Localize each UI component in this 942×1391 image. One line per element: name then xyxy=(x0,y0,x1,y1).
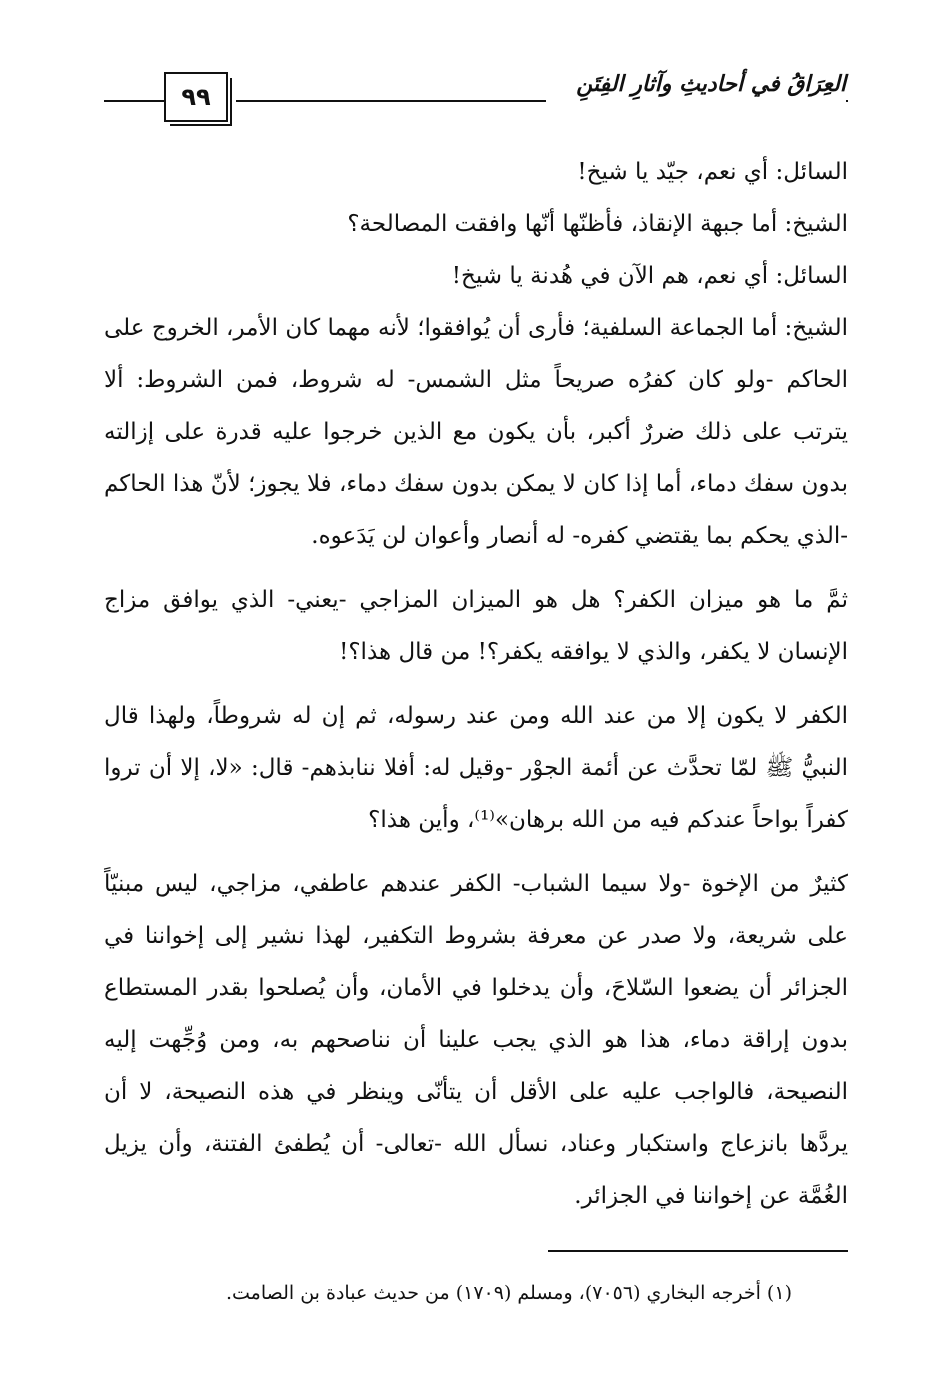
book-title: العِرَاقُ في أحاديثِ وآثارِ الفِتَنِ xyxy=(546,64,846,104)
paragraph-conditions: الكفر لا يكون إلا من عند الله ومن عند رسوله، ثم إن له شروطاً، ولهذا قال النبيُّ ﷺ لمّا تحدَّث عن أئمة الجوْر -وقيل له: أفلا ننابذهم- قال: «لا، إلا أن تروا كفراً بواحاً عندكم فيه من الله برهان»⁽¹⁾، وأين هذا؟ xyxy=(104,703,848,833)
main-text xyxy=(104,146,848,1222)
paragraph-questioner-2: السائل: أي نعم، هم الآن في هُدنة يا شيخ! xyxy=(451,263,848,289)
footnote-divider xyxy=(548,1250,848,1252)
paragraph-measure-of-kufr: ثمَّ ما هو ميزان الكفر؟ هل هو الميزان المزاجي -يعني- الذي يوافق مزاج الإنسان لا يكفر، والذي لا يوافقه يكفر؟! من قال هذا؟! xyxy=(104,587,848,665)
page-number: ٩٩ xyxy=(181,83,211,111)
header-rule-left xyxy=(104,100,164,102)
paragraph-advice: كثيرٌ من الإخوة -ولا سيما الشباب- الكفر عندهم عاطفي، مزاجي، ليس مبنيّاً على شريعة، ولا صدر عن معرفة بشروط التكفير، لهذا نشير إلى إخواننا في الجزائر أن يضعوا السّلاحَ، وأن يدخلوا في الأمان، وأن يُصلحوا بقدر المستطاع بدون إراقة دماء، هذا هو الذي يجب علينا أن نناصحهم به، ومن وُجِّهت إليه النصيحة، فالواجب عليه على الأقل أن يتأنّى وينظر في هذه النصيحة، لا أن يردَّها بانزعاج واستكبار وعناد، نسأل الله -تعالى- أن يُطفئ الفتنة، وأن يزيل الغُمَّة عن إخواننا في الجزائر. xyxy=(104,871,848,1209)
paragraph-sheikh-1: الشيخ: أما جبهة الإنقاذ، فأظنّها أنّها وافقت المصالحة؟ xyxy=(347,211,848,237)
footnote: (١) أخرجه البخاري (٧٠٥٦)، ومسلم (١٧٠٩) من حديث عبادة بن الصامت. xyxy=(225,1282,792,1304)
paragraph-sheikh-2: الشيخ: أما الجماعة السلفية؛ فأرى أن يُوافقوا؛ لأنه مهما كان الأمر، الخروج على الحاكم -ولو كان كفرُه صريحاً مثل الشمس- له شروط، فمن الشروط: ألا يترتب على ذلك ضررٌ أكبر، بأن يكون مع الذين خرجوا عليه قدرة على إزالته بدون سفك دماء، أما إذا كان لا يمكن بدون سفك دماء، فلا يجوز؛ لأنّ هذا الحاكم -الذي يحكم بما يقتضي كفره- له أنصار وأعوان لن يَدَعوه. xyxy=(104,315,848,549)
paragraph-questioner-1: السائل: أي نعم، جيّد يا شيخ! xyxy=(577,159,848,185)
